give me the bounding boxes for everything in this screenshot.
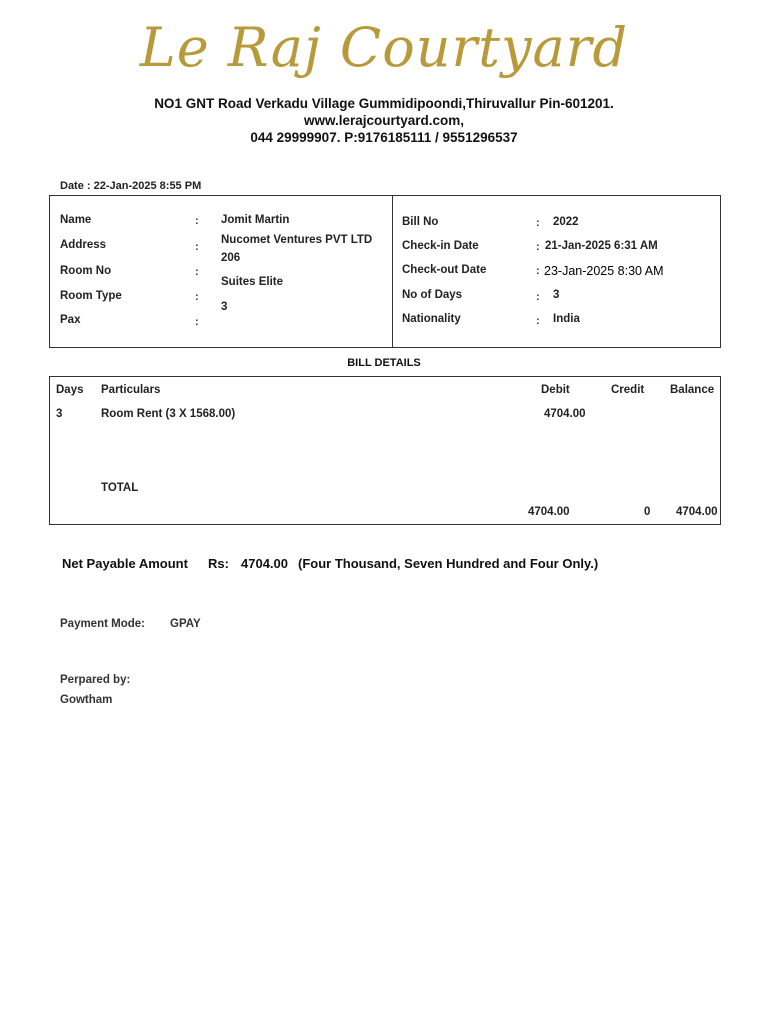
label-room-no: Room No — [60, 265, 112, 277]
col-particulars-header: Particulars — [101, 384, 161, 396]
payment-mode-label: Payment Mode: — [60, 618, 145, 630]
invoice-date: Date : 22-Jan-2025 8:55 PM — [60, 180, 202, 192]
row-debit: 4704.00 — [544, 408, 586, 420]
net-currency: Rs: — [208, 556, 229, 571]
label-room-type: Room Type — [60, 290, 122, 302]
label-address: Address — [60, 239, 107, 251]
sep: : — [195, 291, 199, 303]
sep: : — [536, 241, 540, 253]
sep: : — [536, 315, 540, 327]
sep: : — [536, 265, 540, 277]
label-name: Name — [60, 214, 92, 226]
hotel-address: NO1 GNT Road Verkadu Village Gummidipoondi,Thiruvallur Pin-601201. — [154, 96, 614, 111]
pax-value: 3 — [221, 301, 228, 313]
bill-table — [49, 376, 721, 525]
label-days: No of Days — [402, 289, 463, 301]
room-no-value: 206 — [221, 252, 241, 264]
room-type-value: Suites Elite — [221, 276, 283, 288]
sep: : — [536, 217, 540, 229]
bill-details-title: BILL DETAILS — [347, 357, 421, 369]
checkin-value: 21-Jan-2025 6:31 AM — [545, 240, 658, 252]
sep: : — [195, 215, 199, 227]
info-divider — [392, 196, 393, 347]
total-label: TOTAL — [101, 482, 139, 494]
nationality-value: India — [553, 313, 580, 325]
label-checkin: Check-in Date — [402, 240, 479, 252]
guest-name: Jomit Martin — [221, 214, 290, 226]
total-credit: 0 — [644, 506, 651, 518]
label-nationality: Nationality — [402, 313, 461, 325]
bill-no-value: 2022 — [553, 216, 579, 228]
days-value: 3 — [553, 289, 560, 301]
sep: : — [195, 241, 199, 253]
checkout-value: 23-Jan-2025 8:30 AM — [544, 264, 664, 278]
col-balance-header: Balance — [670, 384, 715, 396]
label-bill-no: Bill No — [402, 216, 439, 228]
guest-address: Nucomet Ventures PVT LTD — [221, 234, 373, 246]
total-balance: 4704.00 — [676, 506, 718, 518]
net-payable-label: Net Payable Amount — [62, 556, 188, 571]
col-days-header: Days — [56, 384, 84, 396]
sep: : — [536, 291, 540, 303]
guest-info-box — [49, 195, 721, 348]
prepared-by-value: Gowtham — [60, 694, 113, 706]
label-checkout: Check-out Date — [402, 264, 487, 276]
col-debit-header: Debit — [541, 384, 570, 396]
col-credit-header: Credit — [611, 384, 645, 396]
sep: : — [195, 316, 199, 328]
hotel-logo: Le Raj Courtyard — [139, 16, 629, 79]
prepared-by-label: Perpared by: — [60, 674, 131, 686]
net-amount-words: (Four Thousand, Seven Hundred and Four Only.) — [298, 556, 599, 571]
total-debit: 4704.00 — [528, 506, 570, 518]
hotel-website: www.lerajcourtyard.com, — [303, 113, 465, 128]
row-days: 3 — [56, 408, 63, 420]
net-amount: 4704.00 — [241, 556, 288, 571]
payment-mode-value: GPAY — [170, 618, 201, 630]
label-pax: Pax — [60, 314, 81, 326]
sep: : — [195, 266, 199, 278]
hotel-phone: 044 29999907. P:9176185111 / 9551296537 — [250, 130, 518, 145]
row-particulars: Room Rent (3 X 1568.00) — [101, 408, 236, 420]
